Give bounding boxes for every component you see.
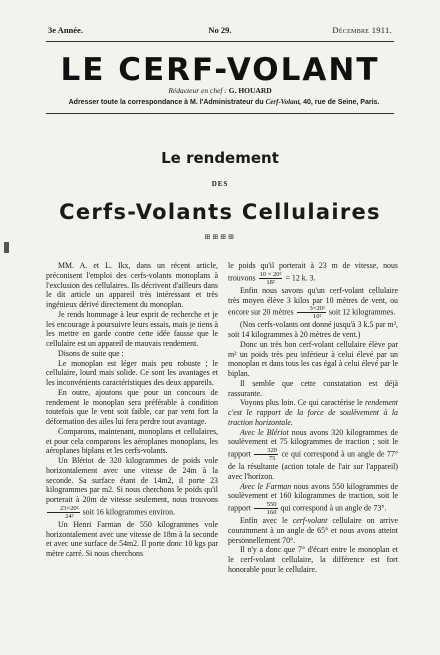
issue-date: Décembre 1911. (332, 25, 392, 35)
fraction-denominator: 18² (266, 278, 275, 286)
article-title-line3: Cerfs-Volants Cellulaires (59, 200, 381, 224)
binding-mark (4, 242, 9, 253)
left-column (46, 261, 218, 559)
fraction-denominator: 75 (268, 455, 276, 462)
paragraph: En outre, ajoutons que pour un concours de rendement le monoplan sera préférable à condition toutefois que le vent soit faible, car par vent fort la déformation des ailes lui fera perdre tout avantage. (46, 387, 218, 426)
paragraph-text: ce qui correspond à un angle de 77° de la résultante (action totale de l'air sur l'appareil) avec l'horizon. (228, 449, 398, 481)
paragraph: Comparons, maintenant, monoplans et cellulaires, et pour cela comparons les aéroplanes monoplans, les aéroplanes biplans et les cerfs-volants. (46, 426, 218, 456)
paragraph (46, 456, 218, 520)
paragraph: Il semble que cette constatation est déjà rassurante. (228, 378, 398, 398)
paragraph-text: soit 12 kilogrammes. (328, 307, 396, 317)
paragraph (228, 286, 398, 321)
paragraph: Le monoplan est léger mais peu robuste ; le cellulaire, lourd mais solide. Ce sont les avantages et les inconvénients caractéristiques des deux appareils. (46, 358, 218, 387)
masthead-rule (46, 113, 394, 114)
address-journal: Cerf-Volant, (265, 98, 302, 106)
paragraph-emphasis: cerf-volant (292, 516, 328, 525)
editor-line (0, 86, 440, 95)
paragraph: (Nos cerfs-volants ont donné jusqu'à 3 k.5 par m², soit 14 kilogrammes à 20 mètres de vent.) (228, 320, 398, 339)
paragraph: Disons de suite que : (58, 348, 124, 358)
fraction (254, 447, 278, 462)
fraction-numerator: 23×20² (47, 505, 80, 513)
paragraph (228, 516, 398, 545)
right-column (228, 261, 398, 575)
fraction-numerator: 3×20² (297, 305, 326, 313)
paragraph: Un Henri Farman de 550 kilogrammes vole horizontalement avec une vitesse de 18m à la seconde et avec une surface de 54m2. Il porte donc 10 kgs par mètre carré. Si nous cherchons (46, 519, 218, 558)
fraction (259, 271, 283, 286)
fraction-numerator: 320 (254, 447, 278, 455)
paragraph-text: Enfin nous savons qu'un cerf-volant cellulaire très moyen élève 3 kilos par 10 mètres de vent, ou encore sur 20 mètres (228, 285, 398, 317)
paragraph: Donc un très bon cerf-volant cellulaire élève par m² un poids très peu inférieur à celui élevé par un monoplan et dans tous les cas égal à celui élevé par le biplan. (228, 339, 398, 378)
paragraph-text: le poids qu'il porterait à 23 m de vitesse, nous trouvons (228, 261, 398, 283)
article-title-line1: Le rendement (161, 149, 279, 167)
address-part2: 40, rue de Seine, Paris. (301, 99, 380, 106)
paragraph-text: Un Blériot de 320 kilogrammes de poids vole horizontalement avec une vitesse de 24m à la seconde. Sa surface étant de 14m2, il porte 23 kilogrammes par m2. Si nous cherchons le poids qu'il porterait à 20m de vitesse seulement, nous trouvons (46, 456, 218, 504)
header-rule (46, 41, 394, 42)
paragraph (228, 261, 398, 286)
paragraph-text: Enfin avec le (240, 516, 293, 525)
paragraph (228, 482, 398, 517)
paragraph-emphasis: rendement c'est le rapport de la force de soulèvement à la traction horizontale. (228, 398, 398, 427)
fraction-denominator: 24² (65, 512, 74, 520)
fraction (47, 505, 80, 520)
paragraph-text: Voyons plus loin. Ce qui caractérise le (240, 398, 365, 408)
issue-header (48, 25, 392, 37)
paragraph-text: soit 16 kilogrammes environ. (82, 507, 176, 517)
title-ornament: ⊞⊞⊞⊞ (204, 233, 236, 241)
paragraph: Il n'y a donc que 7° d'écart entre le monoplan et le cerf-volant cellulaire, la différence est fort honorable pour le cellulaire. (228, 545, 398, 574)
paragraph-text: nous avons 550 kilogrammes de soulèvement et 160 kilogrammes de traction, soit le rapport (228, 481, 398, 513)
fraction-numerator: 550 (254, 501, 278, 509)
paragraph-text: = 12 k. 3. (285, 273, 316, 283)
article-title-line2: DES (211, 180, 229, 188)
fraction (254, 501, 278, 516)
paragraph-emphasis: Avec le Blériot (240, 427, 289, 437)
paragraph: MM. A. et L. Ikx, dans un récent article, préconisent l'emploi des cerfs-volants monoplans à l'exclusion des cellulaires. Ils décrivent d'ailleurs dans le dit article un appareil très intéressant et très ingénieux dérivé directement du monoplan. (46, 261, 218, 309)
fraction-denominator: 10² (312, 313, 322, 321)
address-line (48, 98, 400, 106)
fraction-numerator: 10 × 20² (259, 270, 282, 278)
paragraph (228, 398, 398, 427)
paragraph (228, 428, 398, 482)
editor-prefix: Rédacteur en chef : (168, 86, 227, 95)
paragraph-emphasis: Avec le Farman (240, 481, 292, 491)
issue-number: No 29. (208, 25, 232, 35)
issue-year: 3e Année. (48, 25, 83, 35)
paragraph-text: qui correspond à un angle de 73°. (280, 503, 387, 513)
editor-name: G. HOUARD (228, 86, 272, 95)
masthead-title: LE CERF-VOLANT (60, 52, 380, 88)
fraction-denominator: 160 (266, 509, 277, 516)
address-part1: Adresser toute la correspondance à M. l'Administrateur du (68, 99, 266, 106)
paragraph-text: nous avons 320 kilogrammes de soulèvement et 75 kilogrammes de traction ; soit le rapport (228, 427, 398, 459)
fraction (297, 305, 326, 320)
paragraph-text: cellulaire on arrive couramment à un angle de 65° et nous avons atteint personnellement 70°. (228, 516, 398, 545)
paragraph: Je rends hommage à leur esprit de recherche et je les encourage à poursuivre leurs essais, mais je tiens à les mettre en garde contre cette idée fausse que le cellulaire est un appareil de mauvais rendement. (46, 309, 218, 348)
